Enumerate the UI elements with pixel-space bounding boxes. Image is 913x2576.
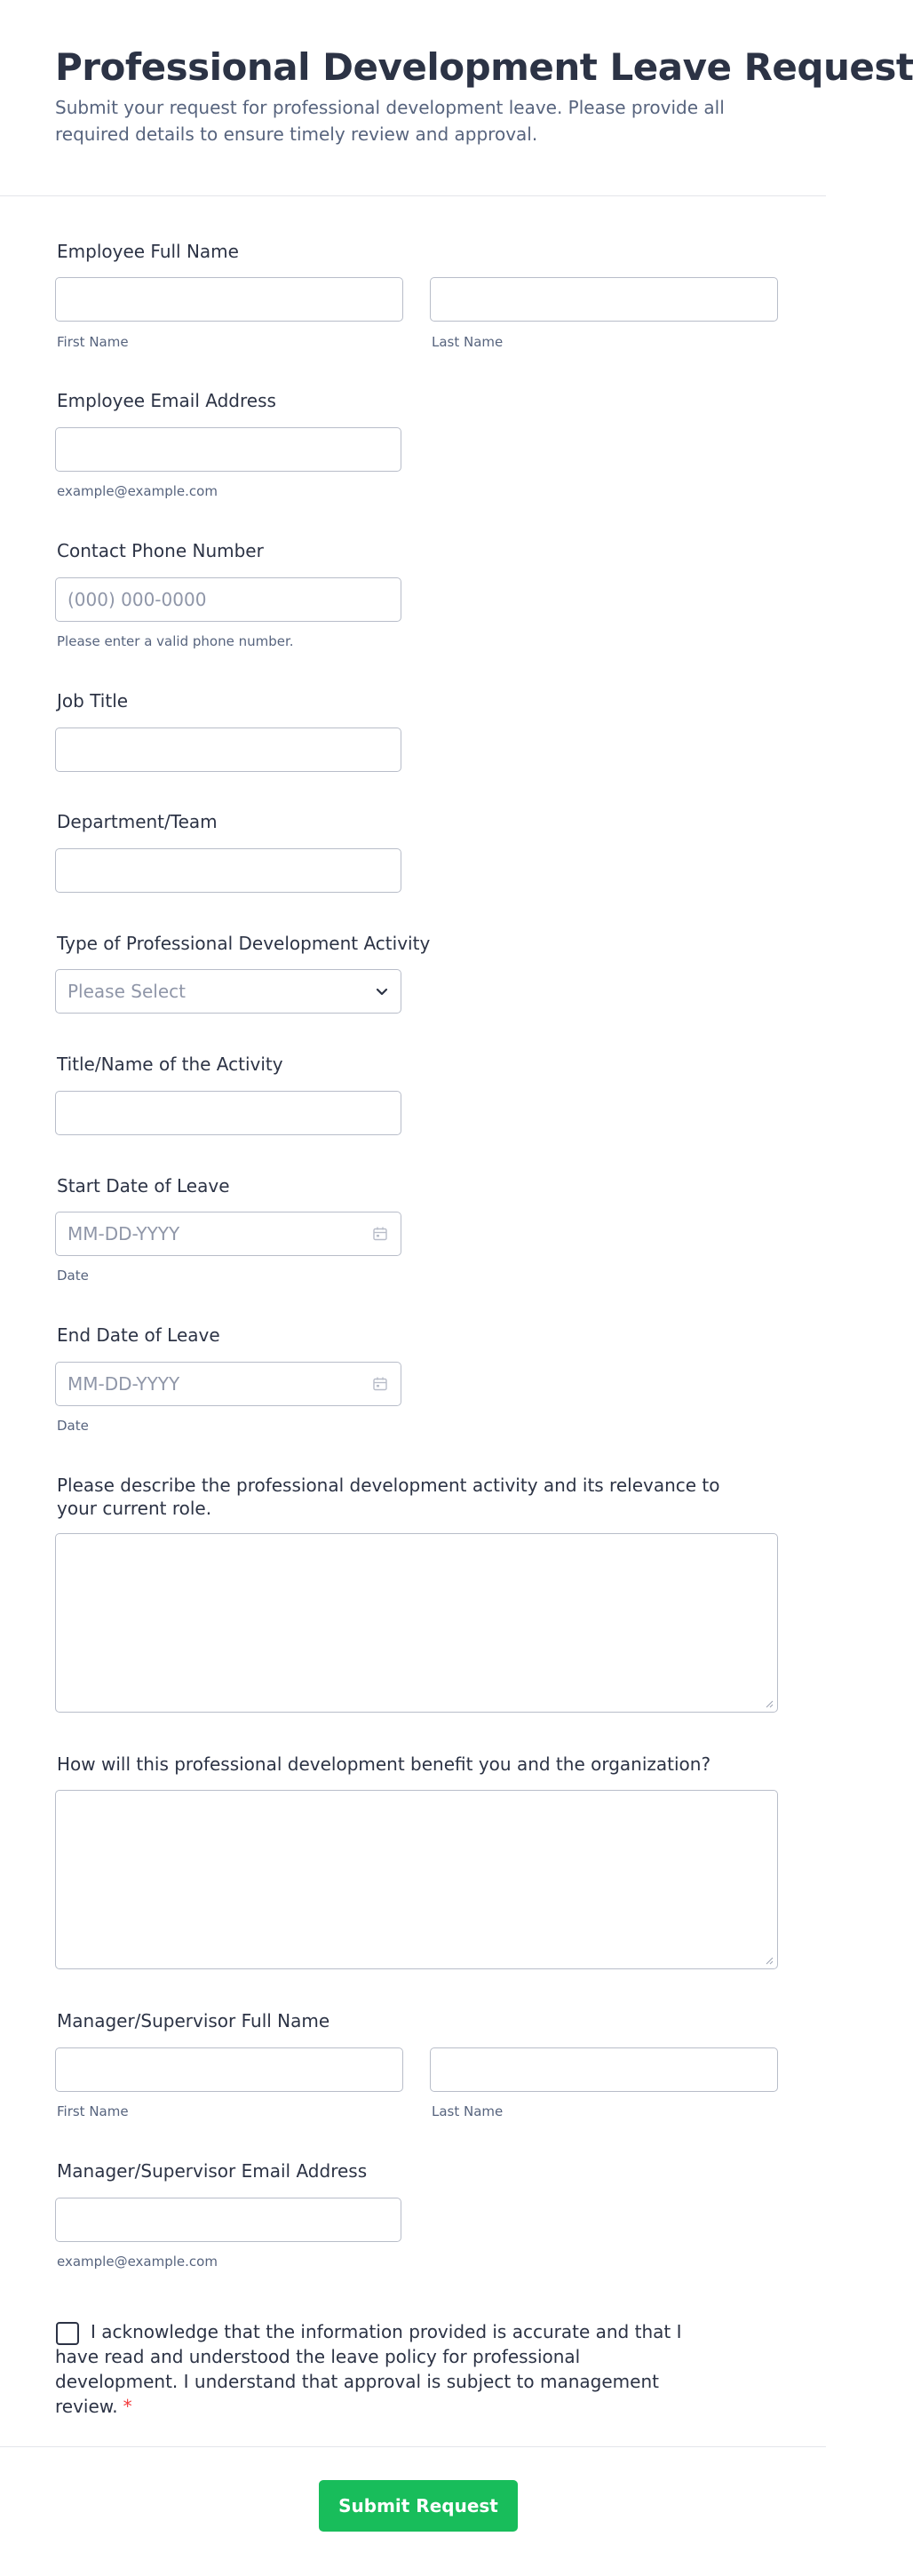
required-asterisk: * [123,2396,132,2417]
department-label: Department/Team [57,811,218,832]
form-title: Professional Development Leave Request [55,45,913,89]
calendar-icon[interactable] [371,1225,389,1243]
last-name-input[interactable] [430,277,778,322]
phone-placeholder: (000) 000-0000 [67,589,207,610]
manager-first-name-input[interactable] [55,2047,403,2092]
first-name-sublabel: First Name [57,334,129,350]
activity-name-input[interactable] [55,1091,401,1135]
job-title-input[interactable] [55,727,401,772]
submit-request-button[interactable]: Submit Request [319,2480,518,2532]
start-date-label: Start Date of Leave [57,1175,230,1197]
end-date-placeholder: MM-DD-YYYY [67,1373,180,1395]
end-date-input[interactable] [55,1362,401,1406]
phone-sublabel: Please enter a valid phone number. [57,633,294,649]
manager-last-name-input[interactable] [430,2047,778,2092]
employee-email-sublabel: example@example.com [57,483,218,499]
activity-name-label: Title/Name of the Activity [57,1053,283,1075]
activity-type-select[interactable] [55,969,401,1014]
acknowledge-label: I acknowledge that the information provided is accurate and that I have read and understood the leave policy for professional development. I understand that approval is subject to management review. [55,2321,682,2417]
calendar-icon[interactable] [371,1375,389,1393]
manager-email-label: Manager/Supervisor Email Address [57,2160,368,2182]
footer-divider [0,2446,826,2447]
end-date-label: End Date of Leave [57,1324,220,1346]
benefit-label: How will this professional development benefit you and the organization? [57,1753,711,1775]
manager-email-sublabel: example@example.com [57,2254,218,2270]
benefit-textarea[interactable] [55,1790,778,1969]
employee-email-label: Employee Email Address [57,390,276,411]
start-date-placeholder: MM-DD-YYYY [67,1223,180,1244]
last-name-sublabel: Last Name [432,334,504,350]
employee-name-label: Employee Full Name [57,241,239,262]
activity-type-label: Type of Professional Development Activity [57,933,431,954]
job-title-label: Job Title [57,690,129,712]
description-textarea[interactable] [55,1533,778,1713]
start-date-input[interactable] [55,1212,401,1256]
manager-first-name-sublabel: First Name [57,2103,129,2119]
form-subtitle: Submit your request for professional development leave. Please provide all required details to ensure timely review and approval. [55,97,725,145]
resize-handle-icon[interactable] [765,1956,774,1965]
phone-input[interactable] [55,577,401,622]
end-date-sublabel: Date [57,1418,89,1434]
activity-type-placeholder: Please Select [67,981,186,1002]
employee-email-input[interactable] [55,427,401,472]
manager-email-input[interactable] [55,2198,401,2242]
description-label: Please describe the professional development activity and its relevance to your current role. [57,1475,720,1519]
first-name-input[interactable] [55,277,403,322]
resize-handle-icon[interactable] [765,1699,774,1708]
manager-name-label: Manager/Supervisor Full Name [57,2010,330,2031]
phone-label: Contact Phone Number [57,540,264,561]
chevron-down-icon [374,983,390,999]
manager-last-name-sublabel: Last Name [432,2103,504,2119]
start-date-sublabel: Date [57,1268,89,1284]
acknowledge-text [55,2319,703,2419]
department-input[interactable] [55,848,401,893]
header-divider [0,195,826,196]
